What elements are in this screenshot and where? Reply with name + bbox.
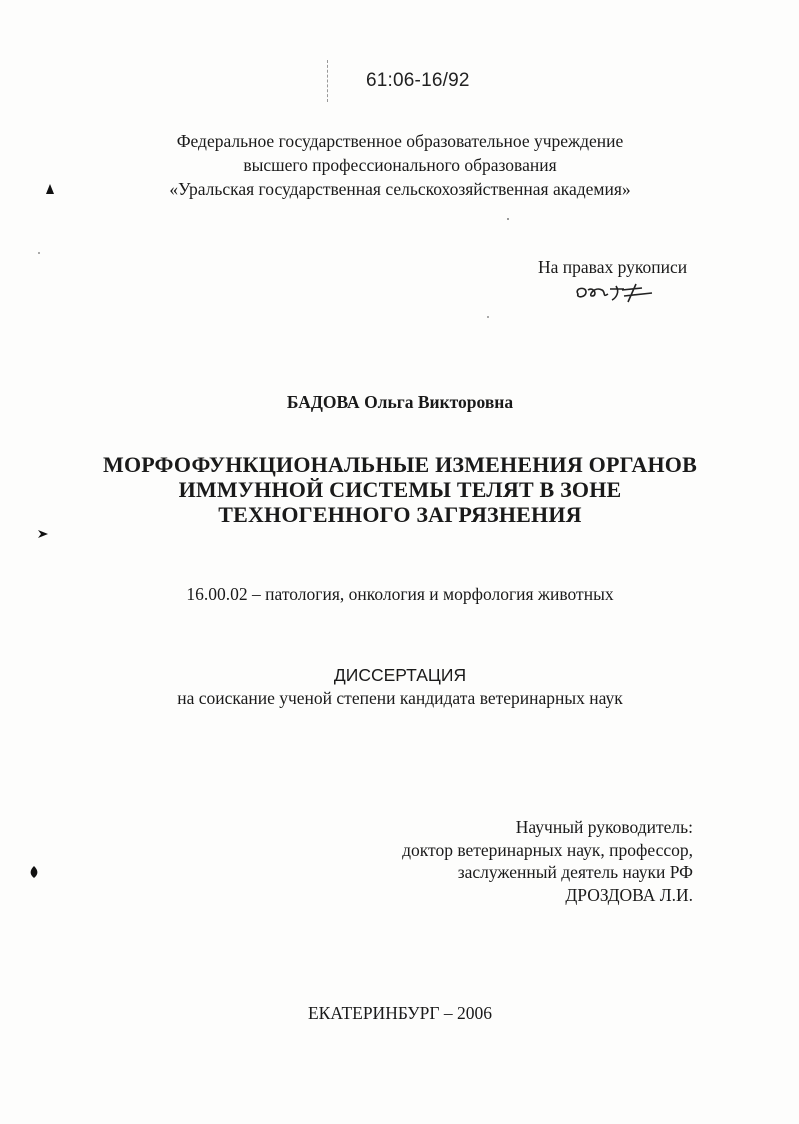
title-line-3: ТЕХНОГЕННОГО ЗАГРЯЗНЕНИЯ [218,502,582,527]
supervisor-degree: доктор ветеринарных наук, профессор, [402,839,693,860]
institution-line-3: «Уральская государственная сельскохозяйственная академия» [169,179,631,199]
scan-speck [38,252,40,254]
institution-line-2: высшего профессионального образования [243,155,557,175]
scan-speck [507,218,509,220]
scan-speck [487,316,489,318]
specialty-code: 16.00.02 – патология, онкология и морфология животных [186,584,614,604]
supervisor-block [402,816,693,906]
scan-margin-line [327,60,329,102]
document-type: ДИССЕРТАЦИЯ [333,665,467,685]
city-year: ЕКАТЕРИНБУРГ – 2006 [307,1003,493,1023]
archive-stamp: 61:06-16/92 [366,70,470,91]
institution-block [100,129,700,201]
binding-mark-icon [44,182,56,196]
supervisor-honor: заслуженный деятель науки РФ [457,862,693,882]
binding-mark-icon [36,528,50,540]
author-name: БАДОВА Ольга Викторовна [286,392,514,412]
binding-mark-icon [28,864,40,880]
title-line-1: МОРФОФУНКЦИОНАЛЬНЫЕ ИЗМЕНЕНИЯ ОРГАНОВ [103,452,697,477]
supervisor-name: ДРОЗДОВА Л.И. [565,884,693,905]
supervisor-label: Научный руководитель: [515,817,693,837]
handwritten-signature [572,280,660,304]
degree-purpose: на соискание ученой степени кандидата ветеринарных наук [177,688,623,708]
dissertation-title [60,452,740,527]
institution-line-1: Федеральное государственное образовательное учреждение [176,131,624,151]
title-line-2: ИММУННОЙ СИСТЕМЫ ТЕЛЯТ В ЗОНЕ [178,477,622,502]
manuscript-rights: На правах рукописи [538,257,688,277]
